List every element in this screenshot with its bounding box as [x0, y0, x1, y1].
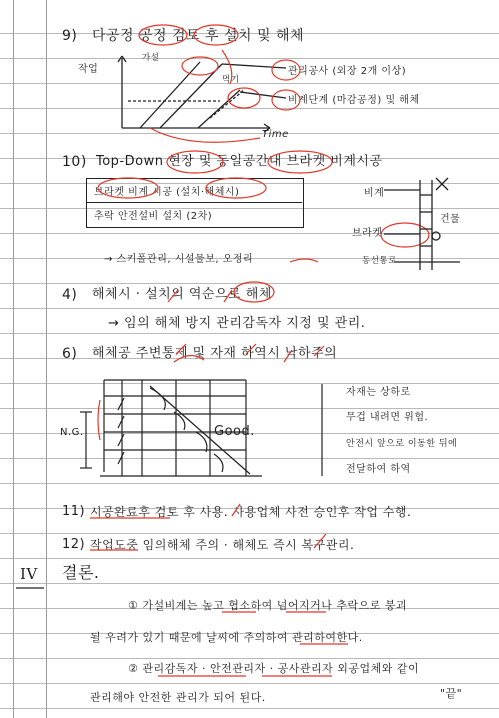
section-6-number: 6) — [62, 346, 78, 362]
section-11-number: 11) — [62, 504, 86, 519]
unloading-grid — [80, 380, 262, 476]
conclusion-line-2: 될 우려가 있기 때문에 날씨에 주의하여 관리하여한다. — [90, 631, 363, 644]
section-12-number: 12) — [62, 537, 86, 552]
section-10-number: 10) — [62, 154, 87, 170]
red-marks-section-6 — [98, 344, 324, 440]
fig-label-building: 건물 — [440, 214, 461, 225]
section-10-title: Top-Down 현장 및 동일공간내 브라켓 비계시공 — [96, 154, 383, 169]
conclusion-line-4: 관리해야 안전한 관리가 되어 된다. — [90, 691, 266, 704]
end-mark: "끝" — [440, 687, 463, 700]
section-6-title: 해체공 주변통제 및 자재 하역시 낙하주의 — [92, 346, 338, 361]
red-marks-section-4 — [168, 282, 292, 362]
section-4-follow: → 임의 해체 방지 관리감독자 지정 및 관리. — [108, 316, 366, 331]
ng-label: N.G. — [60, 427, 84, 438]
section-11-text: 시공완료후 검토 후 사용. 사용업체 사전 승인후 작업 수행. — [90, 505, 412, 519]
section-10-follow: → 스키폴관리, 시설물보, 오정리 — [104, 254, 254, 265]
section-4-title: 해체시 · 설치의 역순으로 해체 — [92, 287, 272, 302]
fig-label-scaffold: 비계 — [364, 188, 385, 199]
side-note-4: 전달하여 하역 — [346, 464, 411, 475]
section-4-number: 4) — [62, 287, 78, 303]
conclusion-line-1: ① 가설비계는 높고 협소하여 넘어지거나 추락으로 붕괴 — [128, 599, 408, 612]
section-12-text: 작업도중 임의해체 주의 · 해체도 즉시 복구관리. — [90, 538, 355, 552]
schedule-diagram — [118, 56, 286, 132]
section-9-title: 다공정 공정 검토 후 설치 및 해체 — [92, 28, 305, 44]
diagram-note-2: 비계단계 (마감공정) 및 해체 — [288, 95, 420, 106]
conclusion-roman: IV — [20, 565, 38, 583]
good-label: Good. — [214, 424, 255, 439]
section-10-box-line-2: 추락 안전설비 설치 (2차) — [94, 211, 213, 222]
side-note-2: 무겁 내려면 위험. — [346, 412, 429, 423]
side-note-1: 자재는 상하로 — [346, 387, 411, 398]
red-marks-section-11-12 — [90, 504, 326, 550]
diagram-x-label: Time — [262, 129, 289, 140]
diagram-line-label-1: 가설 — [142, 53, 160, 63]
diagram-line-label-2: 먹기 — [222, 75, 240, 85]
side-note-3: 안전시 앞으로 이동한 뒤에 — [346, 439, 458, 449]
diagram-note-1: 관리공사 (외장 2개 이상) — [288, 66, 407, 77]
red-marks-conclusion — [158, 612, 348, 676]
section-9-number: 9) — [62, 28, 78, 44]
diagram-y-label: 작업 — [78, 64, 99, 75]
section-10-box-line-1: 브라켓 비계 시공 (설치·해체시) — [94, 187, 240, 198]
fig-label-passage: 동선통로 — [362, 256, 397, 266]
conclusion-title: 결론. — [62, 563, 100, 582]
red-marks-section-10 — [98, 151, 429, 262]
fig-label-bracket: 브라켓 — [352, 228, 383, 239]
conclusion-line-3: ② 관리감독자 · 안전관리자 · 공사관리자 외공업체와 같이 — [128, 662, 420, 675]
